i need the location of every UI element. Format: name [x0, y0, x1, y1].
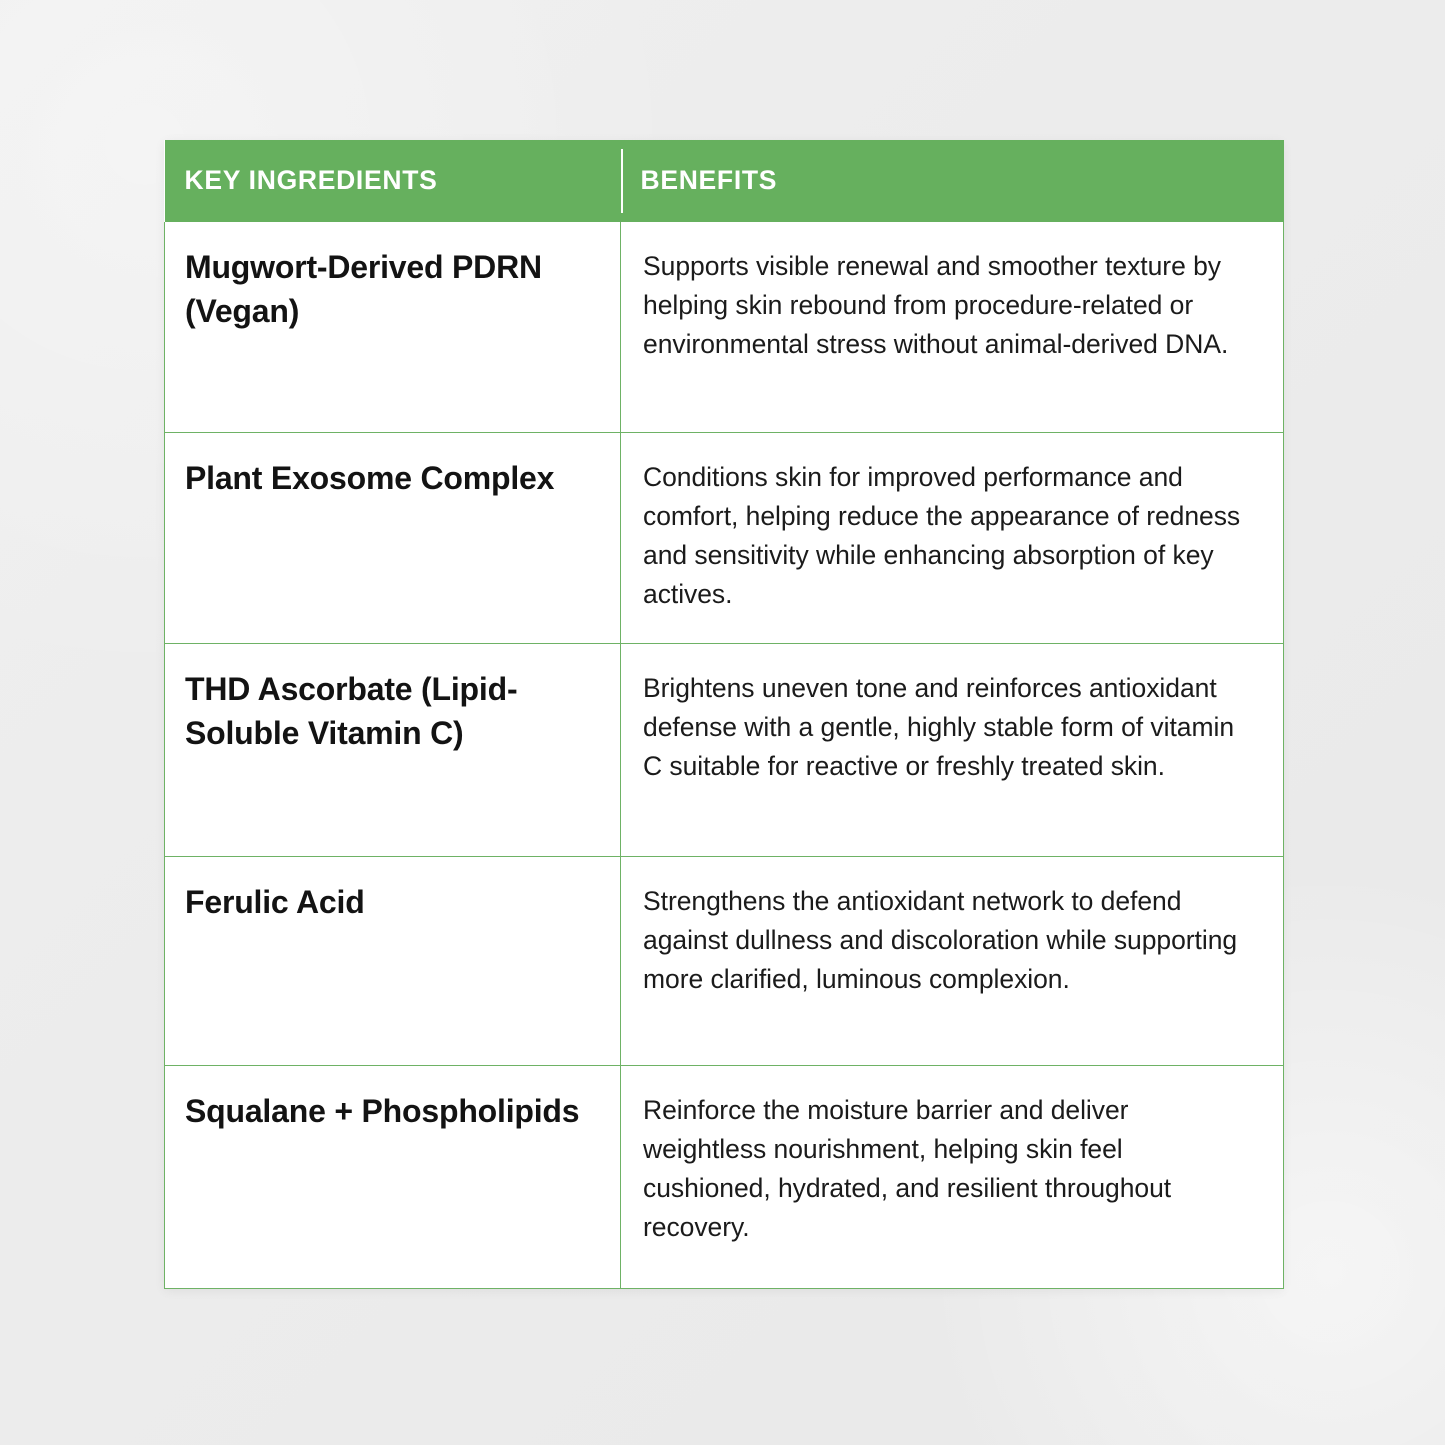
ingredient-cell: [165, 222, 621, 433]
table-header-row: [165, 140, 1284, 222]
benefit-description: Strengthens the antioxidant network to defend against dullness and discoloration while supporting more clarified, luminous complexion.: [643, 886, 1238, 994]
ingredient-cell: [165, 644, 621, 857]
table-row: [165, 1066, 1284, 1289]
ingredient-cell: [165, 1066, 621, 1289]
ingredient-name: Plant Exosome Complex: [185, 460, 555, 496]
table-body: [165, 222, 1284, 1289]
table-row: [165, 433, 1284, 644]
ingredient-name: Mugwort-Derived PDRN (Vegan): [185, 249, 542, 329]
benefit-description: Supports visible renewal and smoother texture by helping skin rebound from procedure-related or environmental stress without animal-derived DNA.: [643, 251, 1229, 359]
benefit-cell: [621, 644, 1284, 857]
ingredient-cell: [165, 433, 621, 644]
benefit-description: Brightens uneven tone and reinforces antioxidant defense with a gentle, highly stable form of vitamin C suitable for reactive or freshly treated skin.: [643, 673, 1235, 781]
table-row: [165, 222, 1284, 433]
ingredient-cell: [165, 857, 621, 1066]
ingredients-table-container: [164, 140, 1283, 1289]
benefit-cell: [621, 433, 1284, 644]
column-header-key-ingredients-label: KEY INGREDIENTS: [184, 165, 438, 196]
benefit-cell: [621, 222, 1284, 433]
benefit-description: Reinforce the moisture barrier and deliver weightless nourishment, helping skin feel cushioned, hydrated, and resilient throughout recovery.: [643, 1095, 1172, 1242]
table-header: [165, 140, 1284, 222]
benefit-cell: [621, 1066, 1284, 1289]
column-header-benefits-label: BENEFITS: [640, 165, 778, 196]
column-header-key-ingredients: [165, 140, 621, 222]
column-header-benefits: [621, 140, 1284, 222]
ingredient-name: THD Ascorbate (Lipid-Soluble Vitamin C): [185, 671, 518, 751]
ingredients-benefits-table: [164, 140, 1284, 1289]
benefit-cell: [621, 857, 1284, 1066]
ingredient-name: Squalane + Phospholipids: [185, 1093, 580, 1129]
ingredient-name: Ferulic Acid: [185, 884, 365, 920]
benefit-description: Conditions skin for improved performance and comfort, helping reduce the appearance of redness and sensitivity while enhancing absorption of key actives.: [643, 462, 1241, 609]
table-row: [165, 644, 1284, 857]
table-row: [165, 857, 1284, 1066]
